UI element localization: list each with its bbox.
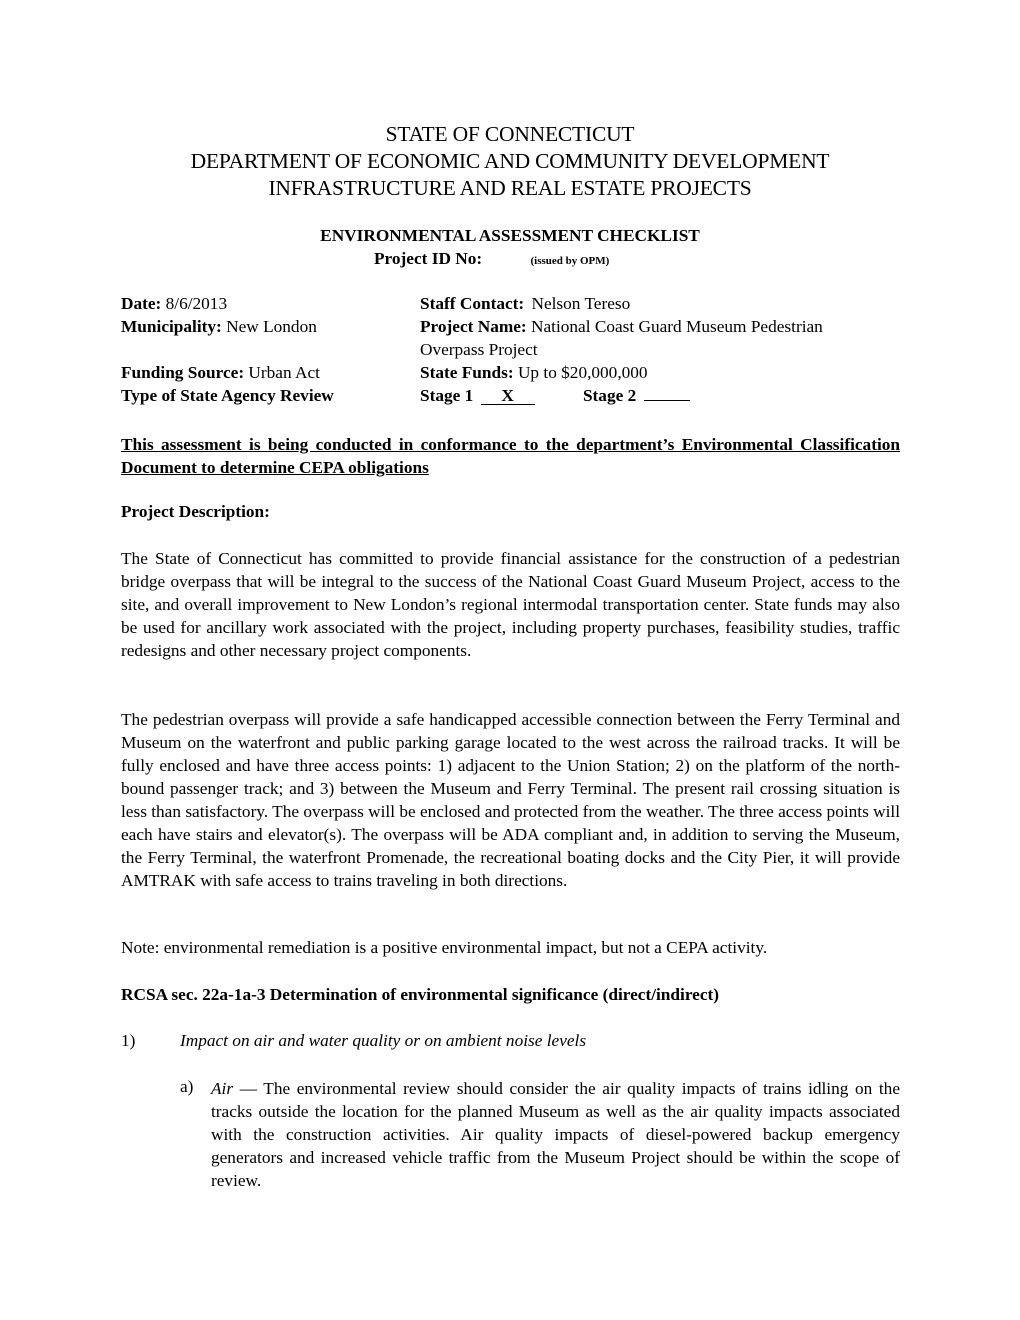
project-name-value-continued: Overpass Project (420, 340, 538, 359)
funding-source-value: Urban Act (248, 363, 320, 382)
header-state: STATE OF CONNECTICUT (385, 122, 635, 146)
item-1-title: Impact on air and water quality or on ambient noise levels (180, 1031, 587, 1050)
stage-row (420, 386, 690, 406)
stage1-checkbox-blank: X (481, 387, 535, 405)
project-name-label: Project Name: (420, 317, 527, 336)
project-id-row (374, 249, 609, 269)
project-description-paragraph-1: The State of Connecticut has committed to provide financial assistance for the construction of a pedestrian bridge overpass that will be integral to the success of the National Coast Guard Museum Project, access to the site, and overall improvement to New London’s regional intermodal transportation center. State funds may also be used for ancillary work associated with the project, including property purchases, feasibility studies, traffic redesigns and other necessary project components. (121, 549, 900, 660)
date-field (121, 294, 227, 314)
date-value: 8/6/2013 (165, 294, 228, 313)
funding-source-label: Funding Source: (121, 363, 245, 382)
staff-contact-value: Nelson Tereso (531, 294, 631, 313)
item-1-number: 1) (121, 1031, 136, 1050)
stage2-checkbox-blank (644, 400, 690, 401)
project-name-field (420, 317, 823, 337)
funding-source-field (121, 363, 320, 383)
state-funds-field (420, 363, 648, 383)
municipality-field (121, 317, 317, 337)
state-funds-label: State Funds: (420, 363, 514, 382)
item-1a-text: The environmental review should consider the air quality impacts of trains idling on the tracks outside the location for the planned Museum as well as the air quality impacts associated with the construction activities. Air quality impacts of diesel-powered backup emergency generators and increased vehicle traffic from the Museum Project should be within the scope of review. (211, 1079, 900, 1190)
rcsa-heading: RCSA sec. 22a-1a-3 Determination of environmental significance (direct/indirect) (121, 985, 720, 1004)
project-description-paragraph-2: The pedestrian overpass will provide a safe handicapped accessible connection between the Ferry Terminal and Museum on the waterfront and public parking garage located to the west across the railroad tracks. It will be fully enclosed and have three access points: 1) adjacent to the Union Station; 2) on the platform of the north-bound passenger track; and 3) between the Museum and Ferry Terminal. The present rail crossing situation is less than satisfactory. The overpass will be enclosed and protected from the weather. The three access points will each have stairs and elevator(s). The overpass will be ADA compliant and, in addition to serving the Museum, the Ferry Terminal, the waterfront Promenade, the recreational boating docks and the City Pier, it will provide AMTRAK with safe access to trains traveling in both directions. (121, 710, 901, 890)
conformance-statement: This assessment is being conducted in conformance to the department’s Environmental Classification Document to determine CEPA obligations (121, 435, 900, 477)
date-label: Date: (121, 294, 162, 313)
project-id-label: Project ID No: (374, 249, 483, 268)
stage1-label: Stage 1 (420, 386, 474, 405)
municipality-label: Municipality: (121, 317, 222, 336)
state-funds-value: Up to $20,000,000 (517, 363, 648, 382)
remediation-note: Note: environmental remediation is a positive environmental impact, but not a CEPA activity. (121, 938, 768, 957)
municipality-value: New London (226, 317, 317, 336)
item-1a-term: Air (211, 1079, 234, 1098)
project-description-heading: Project Description: (121, 502, 270, 521)
staff-contact-field (420, 294, 630, 314)
project-name-value: National Coast Guard Museum Pedestrian (531, 317, 823, 336)
project-id-note: (issued by OPM) (530, 255, 610, 267)
stage2-label: Stage 2 (582, 386, 637, 405)
item-1a-body (211, 1077, 900, 1192)
item-1a-letter: a) (180, 1077, 194, 1096)
staff-contact-label: Staff Contact: (420, 294, 525, 313)
checklist-title: ENVIRONMENTAL ASSESSMENT CHECKLIST (320, 226, 700, 245)
header-division: INFRASTRUCTURE AND REAL ESTATE PROJECTS (268, 176, 752, 200)
item-1a-dash: — (233, 1079, 264, 1098)
header-department: DEPARTMENT OF ECONOMIC AND COMMUNITY DEVELOPMENT (190, 149, 830, 173)
review-type-label: Type of State Agency Review (121, 386, 334, 405)
